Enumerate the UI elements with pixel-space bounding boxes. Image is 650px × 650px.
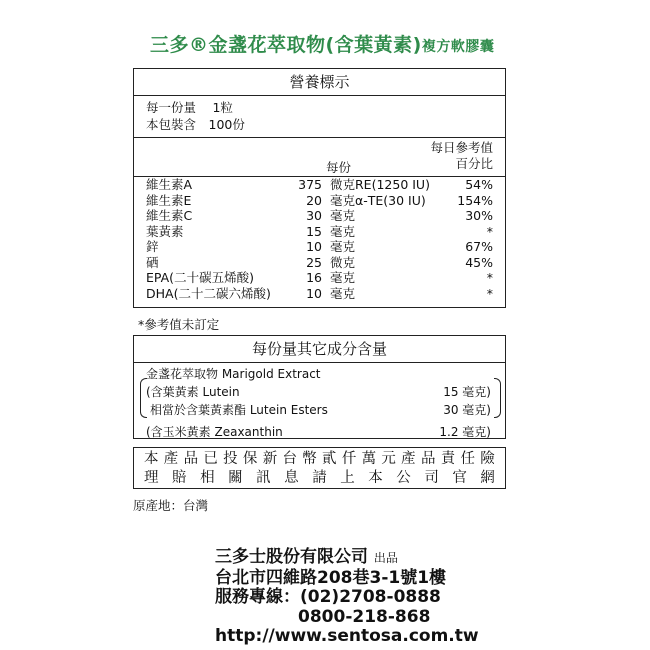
- insurance-char: 訊: [256, 470, 271, 486]
- servings-per-package: 本包裝含 100份: [146, 117, 245, 132]
- ingredient-row: 金盞花萃取物 Marigold Extract: [146, 367, 321, 381]
- insurance-notice: [133, 447, 506, 489]
- insurance-char: 品: [183, 451, 199, 467]
- insurance-char: 關: [228, 470, 243, 486]
- insurance-char: 公: [396, 470, 411, 486]
- insurance-char: 保: [242, 451, 258, 467]
- nutrition-heading: 營養標示: [134, 69, 505, 96]
- nutrition-rows: [134, 177, 505, 301]
- insurance-char: 貳: [322, 451, 337, 467]
- product-title: [150, 30, 530, 57]
- nutrient-row: 維生素A 375 微克RE(1250 IU) 54%: [146, 177, 493, 192]
- insurance-char: 產: [163, 451, 179, 467]
- footnote: *參考值未訂定: [138, 317, 220, 332]
- insurance-char: 賠: [172, 470, 187, 486]
- company-hotline-2: 0800-218-868: [298, 606, 431, 627]
- insurance-char: 台: [282, 451, 297, 467]
- ingredients-table: [133, 335, 506, 439]
- insurance-line-1: [144, 450, 495, 469]
- insurance-char: 網: [480, 470, 495, 486]
- nutrition-facts-table: [133, 68, 506, 308]
- insurance-char: 理: [144, 470, 159, 486]
- ingredient-row: (含玉米黃素 Zeaxanthin 1.2 毫克): [146, 425, 491, 439]
- insurance-char: 投: [223, 451, 238, 467]
- insurance-char: 幣: [302, 451, 317, 467]
- insurance-char: 任: [460, 451, 475, 467]
- nutrient-row: EPA(二十碳五烯酸) 16 毫克 *: [146, 270, 493, 285]
- insurance-char: 已: [203, 451, 218, 467]
- company-name: 三多士股份有限公司: [215, 547, 368, 567]
- daily-value-header: 每日參考值 百分比: [430, 140, 493, 171]
- ingredients-heading: 每份量其它成分含量: [134, 336, 505, 363]
- left-bracket: [140, 378, 147, 418]
- company-website[interactable]: http://www.sentosa.com.tw: [215, 626, 479, 646]
- origin: 原產地：台灣: [133, 498, 209, 513]
- insurance-char: 官: [452, 470, 467, 486]
- insurance-char: 萬: [361, 451, 377, 467]
- nutrient-row: 維生素C 30 毫克 30%: [146, 208, 493, 223]
- company-hotline: 服務專線：(02)2708-0888: [215, 587, 441, 607]
- nutrient-row: 硒 25 微克 45%: [146, 254, 493, 270]
- right-bracket: [494, 378, 501, 418]
- insurance-char: 司: [424, 470, 439, 486]
- serving-size: 每一份量 1粒: [146, 100, 233, 115]
- company-address: 台北市四維路208巷3-1號1樓: [215, 567, 447, 588]
- nutrient-row: DHA(二十二碳六烯酸) 10 毫克 *: [146, 285, 493, 301]
- insurance-char: 上: [340, 470, 355, 486]
- company-suffix: 出品: [373, 551, 398, 565]
- nutrient-row: 維生素E 20 毫克α-TE(30 IU) 154%: [146, 192, 493, 208]
- insurance-char: 相: [200, 470, 215, 486]
- insurance-line-2: [144, 469, 495, 488]
- product-title-sub: 複方軟膠囊: [421, 39, 495, 55]
- product-title-main: 三多®金盞花萃取物(含葉黃素): [150, 34, 422, 56]
- ingredient-row: 相當於含葉黃素酯 Lutein Esters 30 毫克): [150, 403, 491, 417]
- nutrient-row: 鋅 10 毫克 67%: [146, 239, 493, 254]
- insurance-char: 仟: [341, 451, 357, 467]
- insurance-char: 新: [262, 451, 278, 467]
- per-serving-header: 每份: [326, 160, 352, 175]
- nutrient-row: 葉黃素 15 毫克 *: [146, 223, 493, 239]
- company-info: [215, 548, 479, 647]
- insurance-char: 本: [368, 470, 383, 486]
- insurance-char: 元: [381, 451, 396, 467]
- ingredient-row: (含葉黃素 Lutein 15 毫克): [146, 385, 491, 399]
- insurance-char: 本: [144, 451, 159, 467]
- insurance-char: 責: [440, 451, 456, 467]
- serving-info: [134, 96, 505, 138]
- insurance-char: 品: [420, 451, 436, 467]
- nutrition-column-headers: [134, 138, 505, 177]
- insurance-char: 息: [284, 470, 299, 486]
- insurance-char: 險: [480, 451, 495, 467]
- insurance-char: 產: [401, 451, 416, 467]
- insurance-char: 請: [312, 470, 327, 486]
